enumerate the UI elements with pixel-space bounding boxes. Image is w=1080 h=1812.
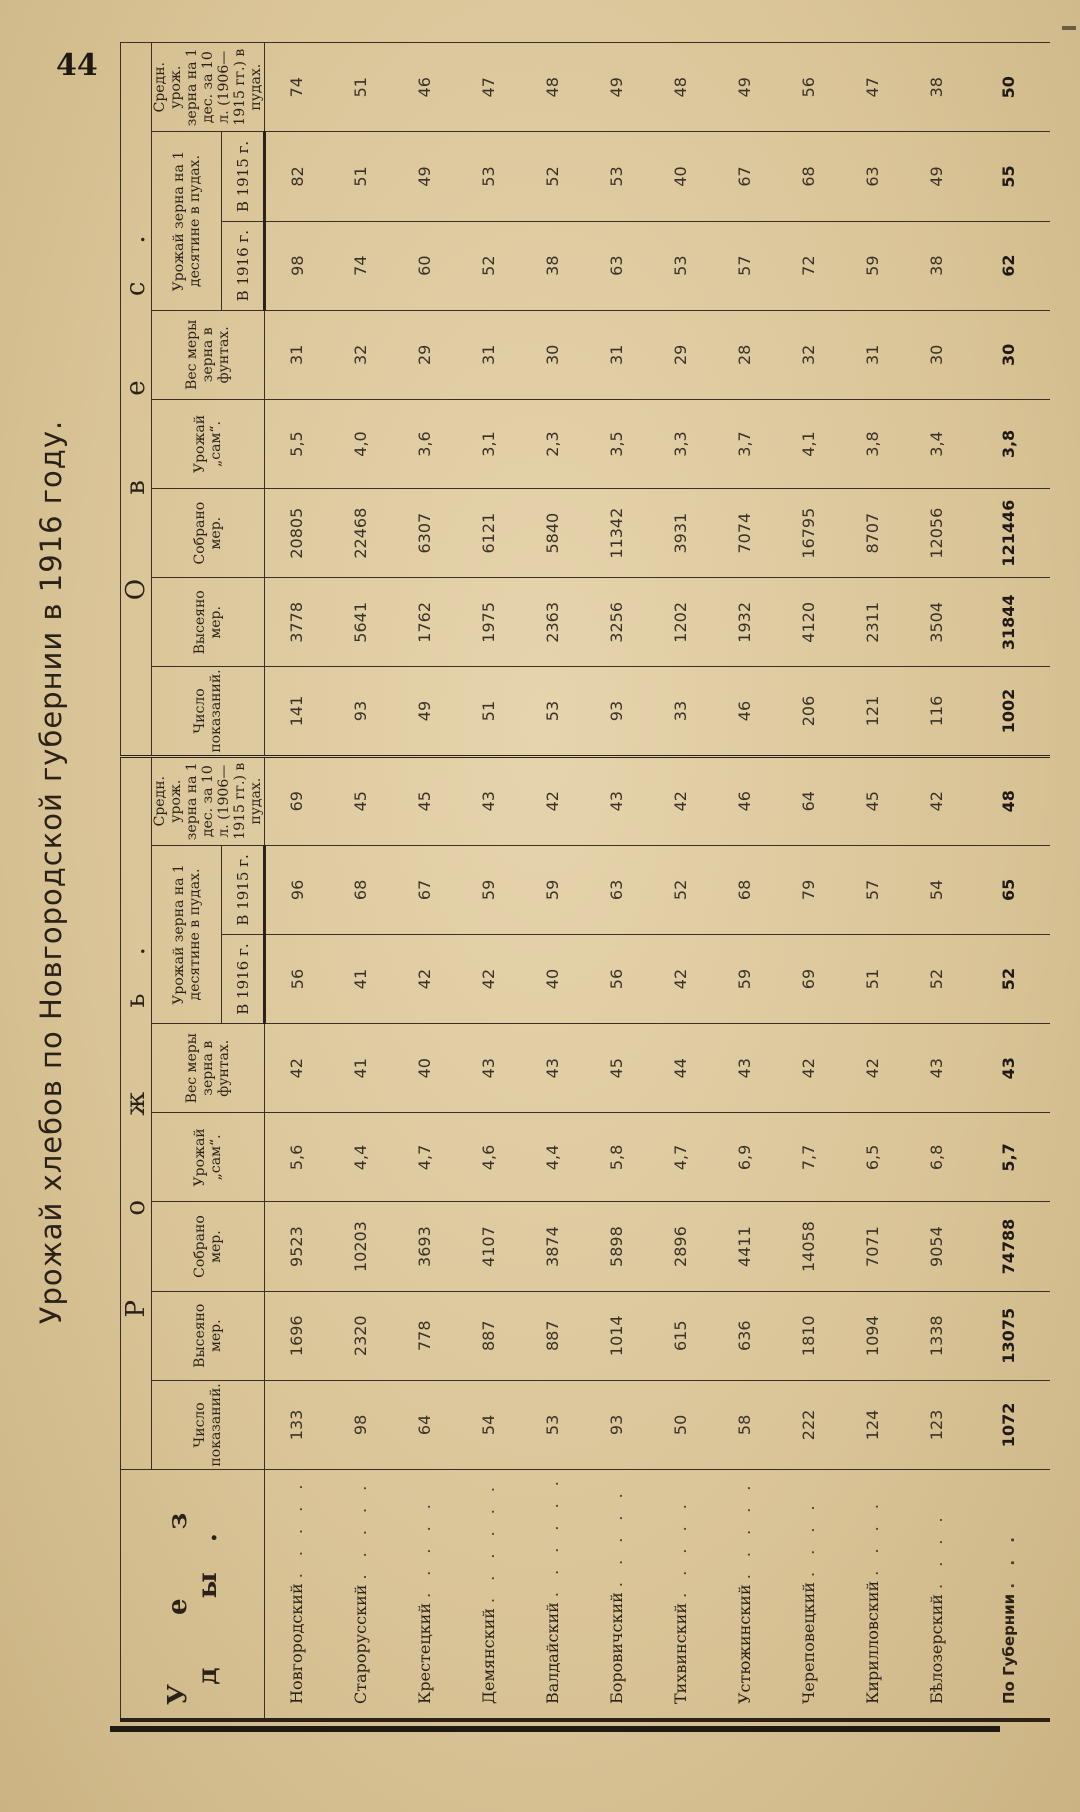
oats-value: 1762 xyxy=(392,578,456,667)
rye-value: 56 xyxy=(584,934,648,1023)
oats-value: 3256 xyxy=(584,578,648,667)
rye-value: 52 xyxy=(904,934,968,1023)
oats-value: 74 xyxy=(265,43,329,132)
rye-value: 69 xyxy=(265,756,329,845)
rye-value: 124 xyxy=(840,1380,904,1469)
oats-value: 20805 xyxy=(265,489,329,578)
rye-value: 9523 xyxy=(265,1202,329,1291)
rye-value: 6,8 xyxy=(904,1113,968,1202)
oats-value: 6307 xyxy=(392,489,456,578)
table-row xyxy=(584,43,648,1721)
rye-value: 123 xyxy=(904,1380,968,1469)
oats-value: 38 xyxy=(904,43,968,132)
rye-value: 222 xyxy=(776,1380,840,1469)
rye-value: 4411 xyxy=(712,1202,776,1291)
table-row xyxy=(648,43,712,1721)
rye-value: 3693 xyxy=(392,1202,456,1291)
district-name xyxy=(456,1470,520,1721)
rye-value: 43 xyxy=(584,756,648,845)
oats-value: 38 xyxy=(520,221,584,310)
oats-value: 31 xyxy=(456,310,520,399)
rye-value: 45 xyxy=(328,756,392,845)
leader-dots: . . . . xyxy=(926,1511,946,1589)
rye-value: 5,8 xyxy=(584,1113,648,1202)
rye-header: Р о ж ь. xyxy=(121,756,152,1469)
frame-rule xyxy=(110,1726,1000,1732)
district-name xyxy=(968,1470,1050,1721)
rye-per-desiatina-header: Урожай зерна на 1 десятине в пудах. xyxy=(152,845,222,1023)
rye-value: 4,7 xyxy=(648,1113,712,1202)
oats-value: 141 xyxy=(265,667,329,756)
oats-value: 4120 xyxy=(776,578,840,667)
leader-dots: . . . . . xyxy=(670,1498,690,1598)
rye-value: 41 xyxy=(328,1024,392,1113)
rye-value: 1094 xyxy=(840,1291,904,1380)
oats-header: О в е с. xyxy=(121,43,152,757)
table-row xyxy=(456,43,520,1721)
rye-value: 1696 xyxy=(265,1291,329,1380)
rye-value: 42 xyxy=(392,934,456,1023)
rye-value: 133 xyxy=(265,1380,329,1469)
rye-average-header: Средн. урож. зерна на 1 дес. за 10 л. (1906—1915 гг.) в пудах. xyxy=(152,756,265,845)
oats-value: 51 xyxy=(456,667,520,756)
print-mark xyxy=(1062,26,1076,30)
oats-value: 5641 xyxy=(328,578,392,667)
oats-value: 48 xyxy=(648,43,712,132)
rye-value: 4,4 xyxy=(520,1113,584,1202)
district-name-text: Старорусский xyxy=(350,1584,370,1704)
oats-value: 16795 xyxy=(776,489,840,578)
oats-value: 38 xyxy=(904,221,968,310)
rye-value: 74788 xyxy=(968,1202,1050,1291)
rye-value: 59 xyxy=(456,845,520,934)
rye-value: 7071 xyxy=(840,1202,904,1291)
oats-value: 1002 xyxy=(968,667,1050,756)
districts-header: У е з д ы. xyxy=(121,1470,265,1721)
rye-value: 50 xyxy=(648,1380,712,1469)
rye-value: 42 xyxy=(904,756,968,845)
rye-holdings-header: Число показаний. xyxy=(152,1380,265,1469)
rye-value: 4107 xyxy=(456,1202,520,1291)
oats-value: 2363 xyxy=(520,578,584,667)
oats-value: 63 xyxy=(584,221,648,310)
oats-weight-header: Вес меры зерна в фунтах. xyxy=(152,310,265,399)
rye-value: 43 xyxy=(904,1024,968,1113)
oats-value: 3,3 xyxy=(648,399,712,488)
rye-value: 42 xyxy=(648,756,712,845)
district-name-text: Демянский xyxy=(478,1608,498,1704)
rye-value: 51 xyxy=(840,934,904,1023)
oats-value: 12056 xyxy=(904,489,968,578)
rye-value: 45 xyxy=(584,1024,648,1113)
oats-value: 52 xyxy=(456,221,520,310)
rye-value: 636 xyxy=(712,1291,776,1380)
rye-value: 42 xyxy=(520,756,584,845)
district-name xyxy=(648,1470,712,1721)
rye-value: 13075 xyxy=(968,1291,1050,1380)
rye-value: 58 xyxy=(712,1380,776,1469)
district-name-text: Кирилловский xyxy=(862,1580,882,1704)
district-name-text: Тихвинский xyxy=(670,1603,690,1704)
rye-value: 59 xyxy=(712,934,776,1023)
rye-value: 42 xyxy=(456,934,520,1023)
rye-value: 6,9 xyxy=(712,1113,776,1202)
table-row xyxy=(840,43,904,1721)
rye-value: 52 xyxy=(968,934,1050,1023)
rye-value: 615 xyxy=(648,1291,712,1380)
oats-value: 48 xyxy=(520,43,584,132)
rye-value: 43 xyxy=(520,1024,584,1113)
oats-value: 49 xyxy=(904,132,968,221)
oats-value: 57 xyxy=(712,221,776,310)
oats-value: 53 xyxy=(584,132,648,221)
oats-value: 47 xyxy=(840,43,904,132)
oats-value: 53 xyxy=(520,667,584,756)
oats-average-header: Средн. урож. зерна на 1 дес. за 10 л. (1906—1915 гг.) в пудах. xyxy=(152,43,265,132)
rye-sown-header: Высеяно мер. xyxy=(152,1291,265,1380)
rye-value: 2896 xyxy=(648,1202,712,1291)
total-row xyxy=(968,43,1050,1721)
rye-1915-header: В 1915 г. xyxy=(222,845,265,934)
oats-value: 6121 xyxy=(456,489,520,578)
oats-value: 40 xyxy=(648,132,712,221)
oats-value: 59 xyxy=(840,221,904,310)
rye-value: 42 xyxy=(648,934,712,1023)
leader-dots: . . . . . xyxy=(414,1498,434,1598)
rye-value: 46 xyxy=(712,756,776,845)
table-row xyxy=(392,43,456,1721)
rye-value: 43 xyxy=(456,1024,520,1113)
rye-value: 1014 xyxy=(584,1291,648,1380)
oats-value: 31 xyxy=(584,310,648,399)
district-name-text: По Губернии xyxy=(999,1593,1018,1704)
oats-value: 2,3 xyxy=(520,399,584,488)
oats-value: 22468 xyxy=(328,489,392,578)
oats-value: 3,8 xyxy=(968,399,1050,488)
oats-value: 3504 xyxy=(904,578,968,667)
oats-value: 46 xyxy=(392,43,456,132)
leader-dots: . . . . . . xyxy=(542,1475,562,1598)
oats-value: 49 xyxy=(392,667,456,756)
oats-value: 121 xyxy=(840,667,904,756)
rye-value: 40 xyxy=(520,934,584,1023)
oats-value: 3,1 xyxy=(456,399,520,488)
oats-value: 206 xyxy=(776,667,840,756)
oats-value: 1202 xyxy=(648,578,712,667)
oats-value: 3931 xyxy=(648,489,712,578)
rye-value: 65 xyxy=(968,845,1050,934)
rye-value: 43 xyxy=(968,1024,1050,1113)
rye-value: 5898 xyxy=(584,1202,648,1291)
district-name xyxy=(904,1470,968,1721)
district-name-text: Боровичский xyxy=(606,1592,626,1704)
rye-value: 53 xyxy=(520,1380,584,1469)
oats-value: 3,7 xyxy=(712,399,776,488)
rye-value: 887 xyxy=(520,1291,584,1380)
table-row xyxy=(328,43,392,1721)
rye-value: 7,7 xyxy=(776,1113,840,1202)
rye-value: 93 xyxy=(584,1380,648,1469)
district-name xyxy=(328,1470,392,1721)
rye-value: 43 xyxy=(712,1024,776,1113)
rye-value: 5,7 xyxy=(968,1113,1050,1202)
oats-value: 4,0 xyxy=(328,399,392,488)
oats-value: 50 xyxy=(968,43,1050,132)
oats-1915-header: В 1915 г. xyxy=(222,132,265,221)
oats-value: 51 xyxy=(328,43,392,132)
rye-value: 45 xyxy=(392,756,456,845)
oats-value: 47 xyxy=(456,43,520,132)
rye-value: 63 xyxy=(584,845,648,934)
rye-value: 887 xyxy=(456,1291,520,1380)
oats-1916-header: В 1916 г. xyxy=(222,221,265,310)
oats-value: 55 xyxy=(968,132,1050,221)
oats-value: 31 xyxy=(265,310,329,399)
rye-value: 5,6 xyxy=(265,1113,329,1202)
rye-value: 42 xyxy=(840,1024,904,1113)
rye-value: 6,5 xyxy=(840,1113,904,1202)
district-name xyxy=(265,1470,329,1721)
district-name xyxy=(520,1470,584,1721)
table-row xyxy=(904,43,968,1721)
oats-value: 29 xyxy=(648,310,712,399)
rye-value: 68 xyxy=(712,845,776,934)
rye-value: 10203 xyxy=(328,1202,392,1291)
oats-yield-fold-header: Урожай „сам“. xyxy=(152,399,265,488)
rye-value: 4,6 xyxy=(456,1113,520,1202)
rye-value: 54 xyxy=(456,1380,520,1469)
rye-weight-header: Вес меры зерна в фунтах. xyxy=(152,1024,265,1113)
oats-value: 53 xyxy=(648,221,712,310)
rye-value: 42 xyxy=(776,1024,840,1113)
rye-value: 9054 xyxy=(904,1202,968,1291)
rye-1916-header: В 1916 г. xyxy=(222,934,265,1023)
rye-value: 56 xyxy=(265,934,329,1023)
oats-value: 93 xyxy=(584,667,648,756)
oats-value: 74 xyxy=(328,221,392,310)
district-name xyxy=(776,1470,840,1721)
oats-value: 49 xyxy=(712,43,776,132)
oats-value: 67 xyxy=(712,132,776,221)
rye-value: 778 xyxy=(392,1291,456,1380)
oats-value: 3,8 xyxy=(840,399,904,488)
table-row xyxy=(265,43,329,1721)
oats-value: 49 xyxy=(392,132,456,221)
oats-value: 93 xyxy=(328,667,392,756)
district-name-text: Череповецкий xyxy=(798,1582,818,1704)
oats-per-desiatina-header: Урожай зерна на 1 десятине в пудах. xyxy=(152,132,222,310)
oats-value: 29 xyxy=(392,310,456,399)
oats-value: 3778 xyxy=(265,578,329,667)
rye-value: 57 xyxy=(840,845,904,934)
rye-yield-fold-header: Урожай „сам“. xyxy=(152,1113,265,1202)
leader-dots: . . . . xyxy=(798,1499,818,1577)
rye-value: 98 xyxy=(328,1380,392,1469)
oats-value: 30 xyxy=(520,310,584,399)
oats-value: 32 xyxy=(328,310,392,399)
rye-value: 45 xyxy=(840,756,904,845)
oats-value: 52 xyxy=(520,132,584,221)
rye-value: 1810 xyxy=(776,1291,840,1380)
table-row xyxy=(712,43,776,1721)
district-name-text: Крестецкий xyxy=(414,1603,434,1704)
oats-value: 31844 xyxy=(968,578,1050,667)
page-number: 44 xyxy=(56,48,98,83)
rye-value: 44 xyxy=(648,1024,712,1113)
leader-dots: . . . . . xyxy=(287,1478,307,1579)
oats-value: 121446 xyxy=(968,489,1050,578)
rye-value: 14058 xyxy=(776,1202,840,1291)
leader-dots: . . . . . xyxy=(350,1479,370,1580)
rye-value: 59 xyxy=(520,845,584,934)
rye-value: 64 xyxy=(776,756,840,845)
rye-value: 96 xyxy=(265,845,329,934)
oats-value: 51 xyxy=(328,132,392,221)
oats-value: 2311 xyxy=(840,578,904,667)
oats-value: 46 xyxy=(712,667,776,756)
rye-value: 43 xyxy=(456,756,520,845)
rye-value: 67 xyxy=(392,845,456,934)
district-name-text: Новгородский xyxy=(287,1583,307,1704)
oats-value: 63 xyxy=(840,132,904,221)
oats-value: 116 xyxy=(904,667,968,756)
district-name xyxy=(840,1470,904,1721)
oats-value: 5,5 xyxy=(265,399,329,488)
oats-value: 32 xyxy=(776,310,840,399)
rye-value: 64 xyxy=(392,1380,456,1469)
oats-value: 28 xyxy=(712,310,776,399)
oats-value: 7074 xyxy=(712,489,776,578)
oats-value: 3,5 xyxy=(584,399,648,488)
oats-value: 33 xyxy=(648,667,712,756)
oats-value: 72 xyxy=(776,221,840,310)
district-name xyxy=(584,1470,648,1721)
oats-value: 11342 xyxy=(584,489,648,578)
oats-value: 5840 xyxy=(520,489,584,578)
rye-value: 52 xyxy=(648,845,712,934)
rye-value: 1072 xyxy=(968,1380,1050,1469)
leader-dots: . . . . . xyxy=(606,1487,626,1588)
district-name xyxy=(712,1470,776,1721)
rye-value: 69 xyxy=(776,934,840,1023)
oats-value: 53 xyxy=(456,132,520,221)
oats-sown-header: Высеяно мер. xyxy=(152,578,265,667)
table-row xyxy=(520,43,584,1721)
leader-dots: . . . . . . xyxy=(478,1480,498,1603)
rye-value: 42 xyxy=(265,1024,329,1113)
district-name-text: Устюжинский xyxy=(734,1584,754,1704)
rye-value: 1338 xyxy=(904,1291,968,1380)
oats-value: 62 xyxy=(968,221,1050,310)
oats-value: 98 xyxy=(265,221,329,310)
oats-value: 60 xyxy=(392,221,456,310)
oats-holdings-header: Число показаний. xyxy=(152,667,265,756)
oats-value: 3,6 xyxy=(392,399,456,488)
oats-value: 8707 xyxy=(840,489,904,578)
rye-value: 48 xyxy=(968,756,1050,845)
leader-dots: . . . xyxy=(999,1531,1018,1589)
rye-value: 54 xyxy=(904,845,968,934)
rye-value: 4,7 xyxy=(392,1113,456,1202)
leader-dots: . . . . xyxy=(862,1498,882,1576)
oats-value: 3,4 xyxy=(904,399,968,488)
rye-value: 2320 xyxy=(328,1291,392,1380)
rye-collected-header: Собрано мер. xyxy=(152,1202,265,1291)
oats-value: 4,1 xyxy=(776,399,840,488)
district-name-text: Валдайский xyxy=(542,1602,562,1704)
oats-value: 1932 xyxy=(712,578,776,667)
rye-value: 79 xyxy=(776,845,840,934)
oats-value: 1975 xyxy=(456,578,520,667)
rye-value: 40 xyxy=(392,1024,456,1113)
oats-value: 30 xyxy=(904,310,968,399)
rye-value: 3874 xyxy=(520,1202,584,1291)
oats-value: 56 xyxy=(776,43,840,132)
page-title: Урожай хлебов по Новгородской губернии в 1916 году. xyxy=(34,419,68,1325)
oats-value: 49 xyxy=(584,43,648,132)
rye-value: 4,4 xyxy=(328,1113,392,1202)
harvest-table xyxy=(120,42,1050,1722)
rye-value: 68 xyxy=(328,845,392,934)
rye-value: 41 xyxy=(328,934,392,1023)
oats-value: 68 xyxy=(776,132,840,221)
district-name-text: Бѣлозерский xyxy=(926,1594,946,1704)
leader-dots: . . . . . xyxy=(734,1479,754,1580)
oats-value: 31 xyxy=(840,310,904,399)
oats-value: 82 xyxy=(265,132,329,221)
district-name xyxy=(392,1470,456,1721)
table-row xyxy=(776,43,840,1721)
oats-collected-header: Собрано мер. xyxy=(152,489,265,578)
oats-value: 30 xyxy=(968,310,1050,399)
